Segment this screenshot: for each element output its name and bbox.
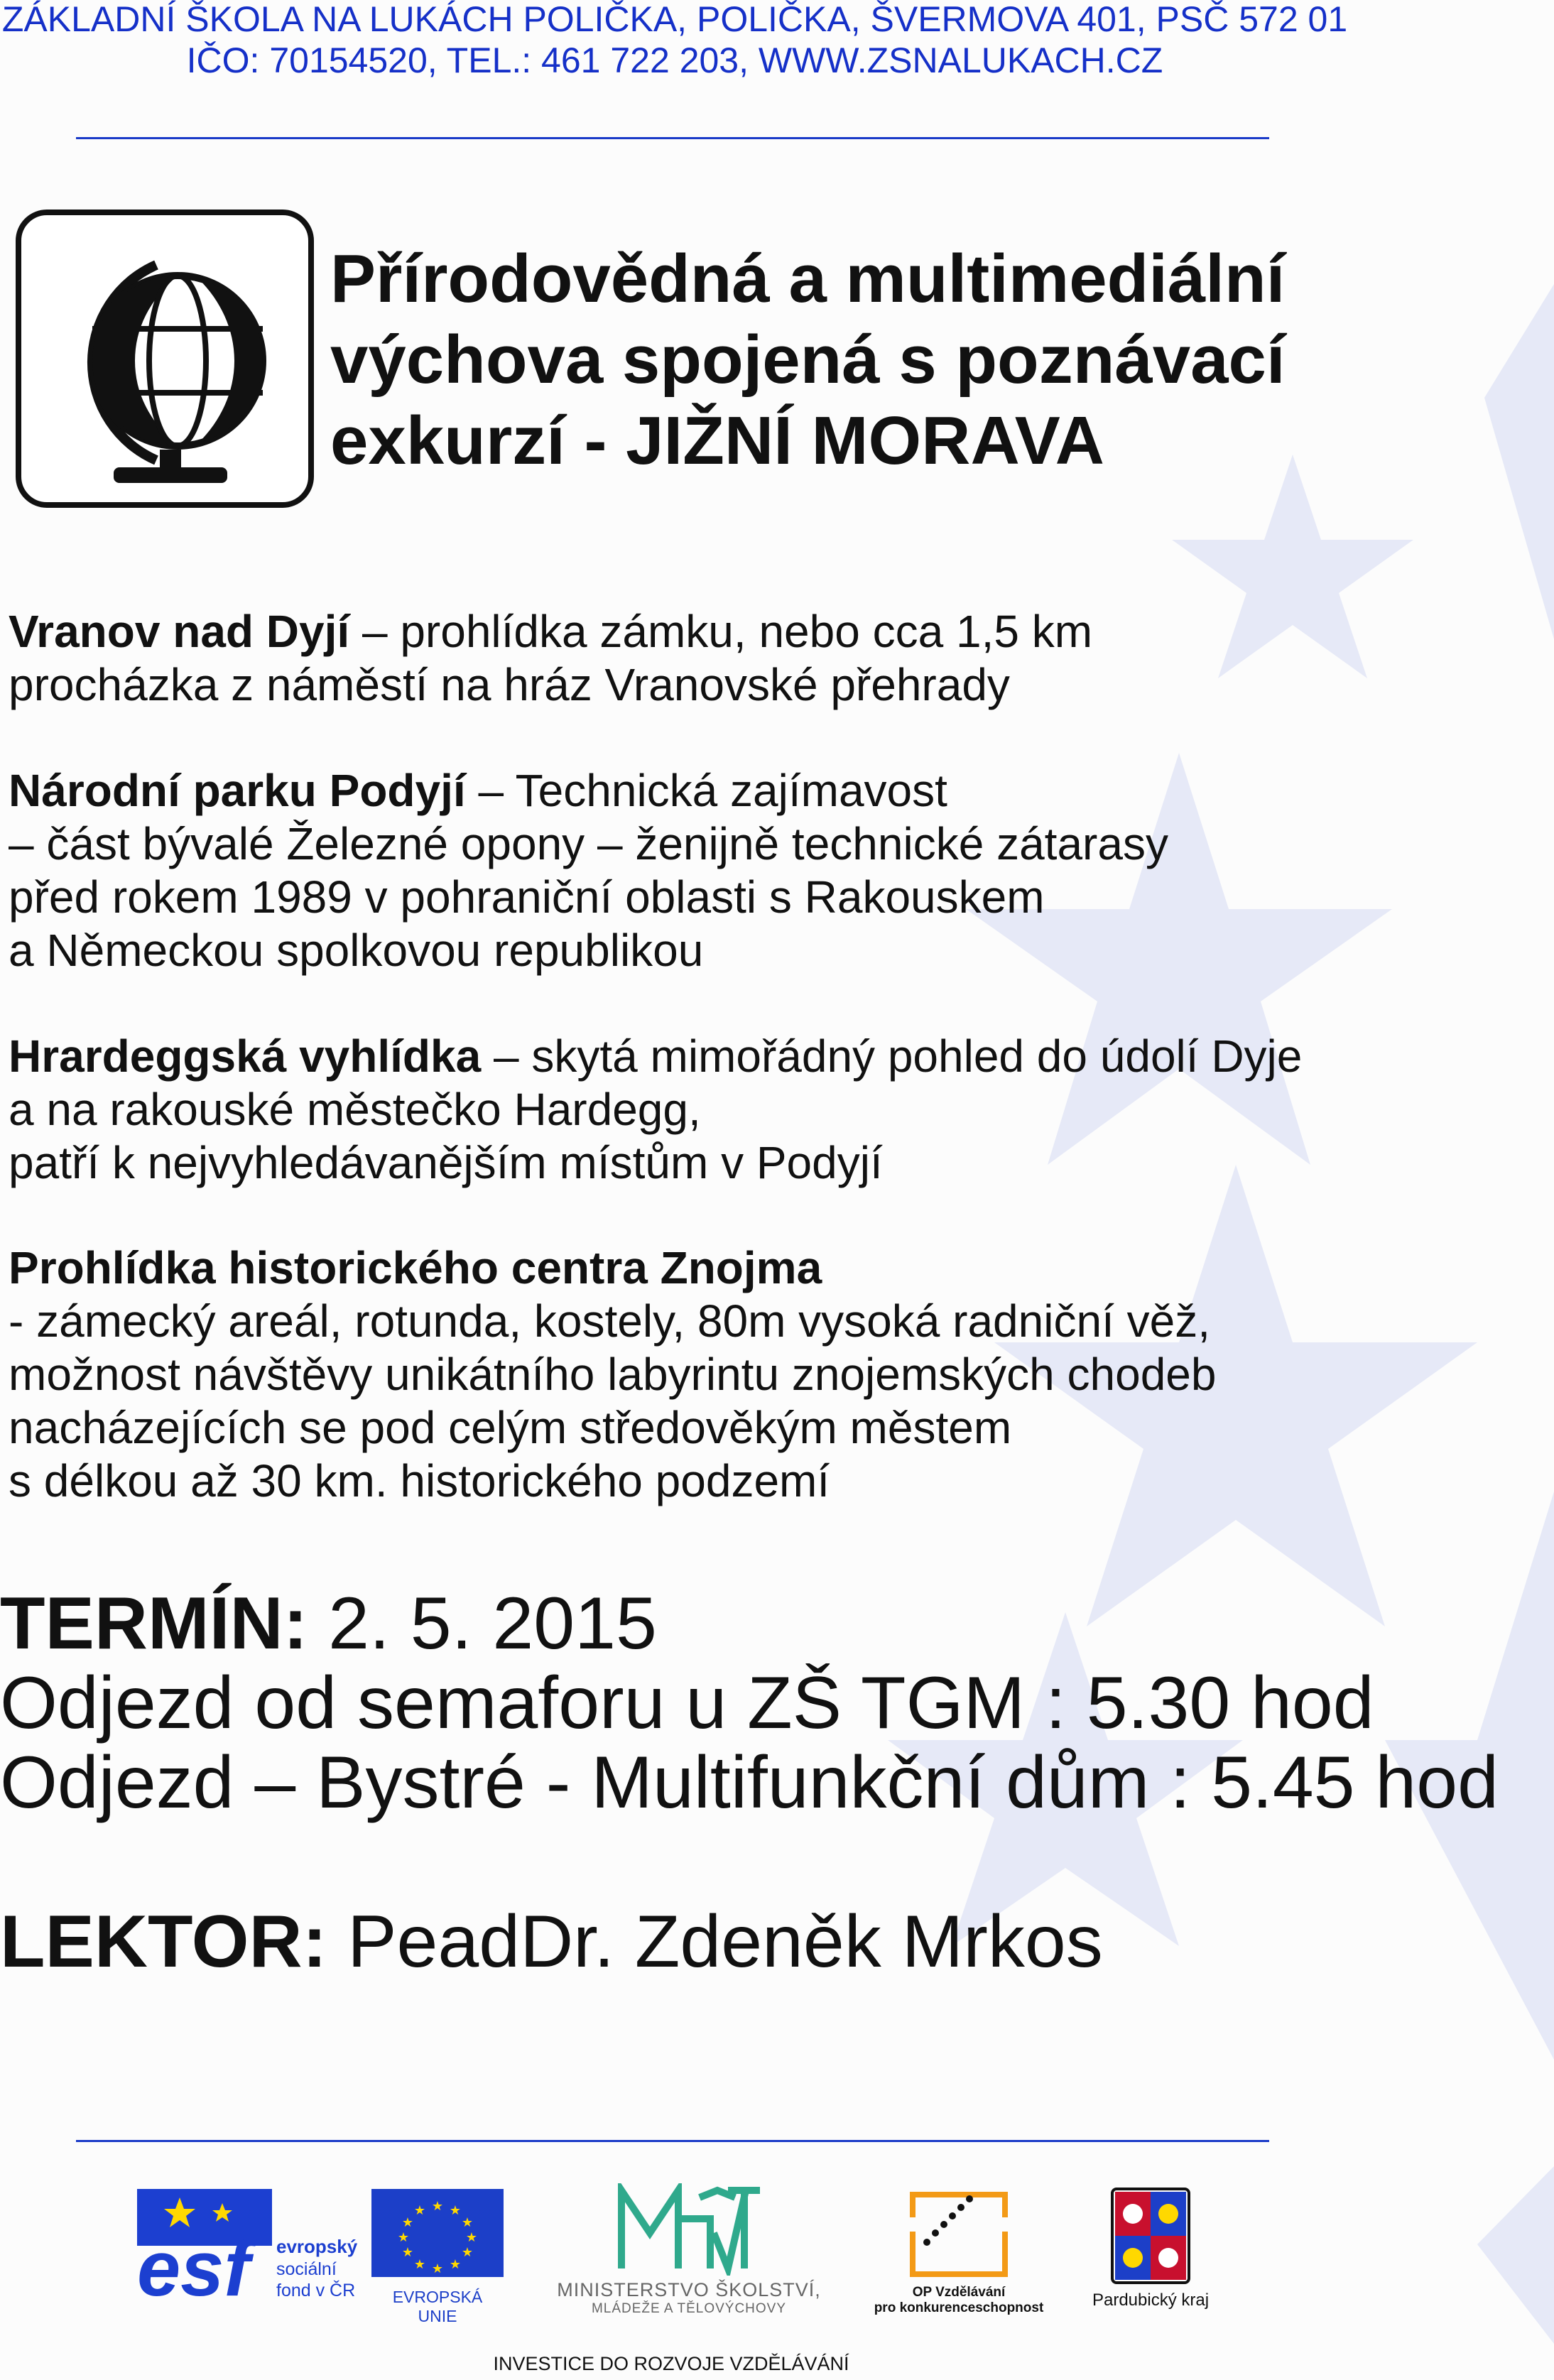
section-text: patří k nejvyhledávanějším místům v Podyjí xyxy=(9,1137,883,1188)
svg-text:★: ★ xyxy=(461,2215,474,2230)
svg-text:★: ★ xyxy=(413,2257,426,2272)
op-text: OP Vzdělávání xyxy=(912,2285,1006,2300)
section-heading: Hrardeggská vyhlídka xyxy=(9,1031,482,1082)
esf-logo xyxy=(137,2189,364,2303)
globe-icon xyxy=(16,210,314,508)
section-vranov xyxy=(9,605,1429,712)
school-header-line1: ZÁKLADNÍ ŠKOLA NA LUKÁCH POLIČKA, POLIČKA, ŠVERMOVA 401, PSČ 572 01 xyxy=(1,0,1348,39)
svg-text:★: ★ xyxy=(401,2245,414,2260)
svg-text:★: ★ xyxy=(449,2203,462,2218)
section-text: – skytá mimořádný pohled do údolí Dyje xyxy=(493,1031,1303,1082)
star-shape xyxy=(1484,284,1554,639)
title-line: výchova spojená s poznávací xyxy=(330,322,1286,398)
section-heading: Národní parku Podyjí xyxy=(9,765,466,816)
eu-text: EVROPSKÁ UNIE xyxy=(392,2288,483,2325)
section-hardegg xyxy=(9,1030,1429,1190)
section-text: možnost návštěvy unikátního labyrintu znojemských chodeb xyxy=(9,1349,1217,1400)
svg-text:★: ★ xyxy=(461,2245,474,2260)
section-text: nacházejících se pod celým středověkým městem xyxy=(9,1402,1012,1453)
star-shape xyxy=(1477,2166,1554,2344)
svg-text:★: ★ xyxy=(431,2261,444,2276)
departure-2: Odjezd – Bystré - Multifunkční dům : 5.45 hod xyxy=(0,1741,1499,1824)
pardubicky-kraj-logo xyxy=(1080,2188,1222,2330)
esf-text: sociální xyxy=(276,2259,337,2279)
esf-text: evropský xyxy=(276,2236,358,2257)
section-znojmo xyxy=(9,1241,1429,1508)
footer-divider xyxy=(76,2140,1269,2142)
section-text: a Německou spolkovou republikou xyxy=(9,925,704,976)
section-heading: Prohlídka historického centra Znojma xyxy=(9,1242,822,1293)
svg-text:★: ★ xyxy=(431,2199,444,2214)
msmt-logo xyxy=(547,2183,831,2325)
svg-text:★: ★ xyxy=(413,2203,426,2218)
lektor-name: PeadDr. Zdeněk Mrkos xyxy=(327,1901,1103,1983)
esf-text: fond v ČR xyxy=(276,2281,356,2300)
termin-label: TERMÍN: xyxy=(0,1582,308,1665)
section-text: procházka z náměstí na hráz Vranovské přehrady xyxy=(9,659,1010,710)
title-line: exkurzí - JIŽNÍ MORAVA xyxy=(330,403,1104,479)
svg-text:★: ★ xyxy=(401,2215,414,2230)
eu-logo xyxy=(371,2189,506,2325)
termin-date: 2. 5. 2015 xyxy=(308,1582,657,1665)
departure-1: Odjezd od semaforu u ZŠ TGM : 5.30 hod xyxy=(0,1662,1374,1744)
termin-info xyxy=(0,1584,1548,1822)
section-text: – prohlídka zámku, nebo cca 1,5 km xyxy=(362,606,1093,657)
school-header-line2: IČO: 70154520, TEL.: 461 722 203, WWW.ZSNALUKACH.CZ xyxy=(186,40,1163,80)
kraj-text: Pardubický kraj xyxy=(1092,2291,1210,2310)
section-text: – Technická zajímavost xyxy=(478,765,947,816)
page-title xyxy=(330,239,1396,482)
title-line: Přírodovědná a multimediální xyxy=(330,241,1286,317)
section-heading: Vranov nad Dyjí xyxy=(9,606,350,657)
section-text: s délkou až 30 km. historického podzemí xyxy=(9,1455,830,1506)
section-text: před rokem 1989 v pohraniční oblasti s Rakouskem xyxy=(9,871,1045,923)
section-podyji xyxy=(9,764,1429,977)
lektor-label: LEKTOR: xyxy=(0,1901,327,1983)
msmt-text: MLÁDEŽE A TĚLOVÝCHOVY xyxy=(591,2301,787,2316)
header-divider xyxy=(76,137,1269,139)
op-text: pro konkurenceschopnost xyxy=(874,2300,1044,2315)
svg-text:esf: esf xyxy=(137,2225,250,2303)
svg-text:★: ★ xyxy=(465,2230,478,2245)
svg-text:★: ★ xyxy=(397,2230,410,2245)
section-text: - zámecký areál, rotunda, kostely, 80m vysoká radniční věž, xyxy=(9,1295,1210,1347)
svg-text:★: ★ xyxy=(449,2257,462,2272)
lektor-info xyxy=(0,1902,1548,1982)
msmt-text: MINISTERSTVO ŠKOLSTVÍ, xyxy=(557,2279,821,2300)
op-logo xyxy=(870,2189,1048,2324)
section-text: a na rakouské městečko Hardegg, xyxy=(9,1084,701,1135)
footer-text: INVESTICE DO ROZVOJE VZDĚLÁVÁNÍ xyxy=(493,2353,849,2374)
section-text: – část bývalé Železné opony – ženijně technické zátarasy xyxy=(9,818,1168,869)
